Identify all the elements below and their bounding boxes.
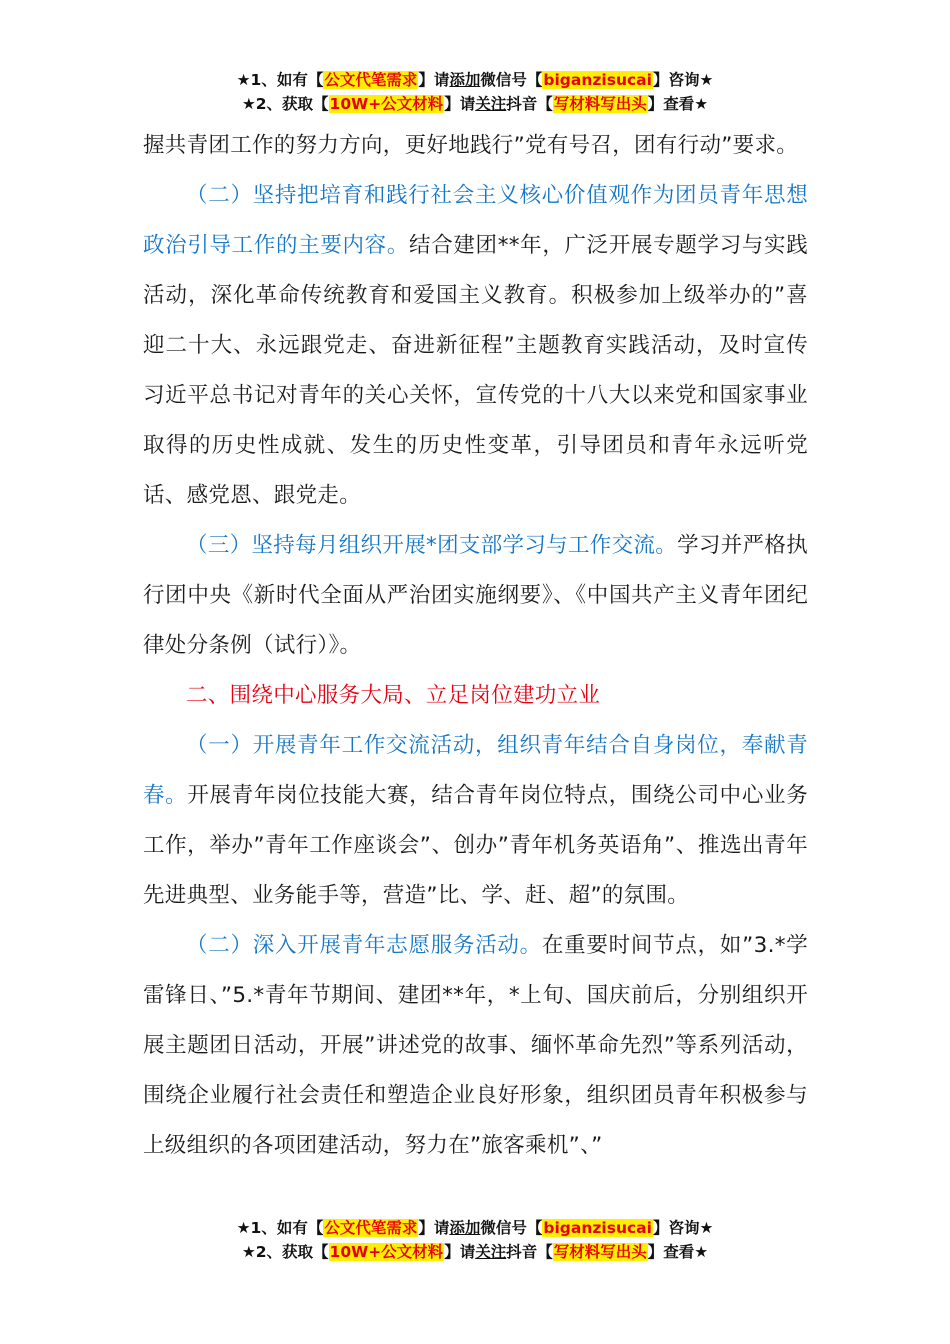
document-body [143,121,808,1171]
paragraph: （三）坚持每月组织开展*团支部学习与工作交流。学习并严格执行团中央《新时代全面从严治团实施纲要》、《中国共产主义青年团纪律处分条例（试行）》。 [143,533,808,658]
highlight-douyin-account: 写材料写出头 [553,95,647,113]
subheading: （二）坚持把培育和践行社会主义核心价值观作为团员青年思想政治引导工作的主要内容。 [143,183,808,258]
subheading: （一）开展青年工作交流活动，组织青年结合自身岗位，奉献青春。 [143,733,808,808]
highlight-materials: 10W+公文材料 [329,95,444,113]
highlight-wechat-id: biganzisucai [543,1219,652,1237]
highlight-materials: 10W+公文材料 [329,1243,444,1261]
paragraph: 握共青团工作的努力方向，更好地践行”党有号召，团有行动”要求。 [143,133,799,158]
header-promo-banner [0,68,950,116]
footer-promo-banner [0,1216,950,1264]
subheading: （三）坚持每月组织开展*团支部学习与工作交流。 [186,533,678,558]
promo-line-1: ★1、如有【公文代笔需求】请添加微信号【biganzisucai】咨询★ [236,1219,714,1237]
highlight-service: 公文代笔需求 [324,1219,418,1237]
promo-line-1: ★1、如有【公文代笔需求】请添加微信号【biganzisucai】咨询★ [236,71,714,89]
paragraph: （一）开展青年工作交流活动，组织青年结合自身岗位，奉献青春。开展青年岗位技能大赛，结合青年岗位特点，围绕公司中心业务工作，举办”青年工作座谈会”、创办”青年机务英语角”、推选出青年先进典型、业务能手等，营造”比、学、赶、超”的氛围。 [143,733,808,908]
paragraph: （二）坚持把培育和践行社会主义核心价值观作为团员青年思想政治引导工作的主要内容。结合建团**年，广泛开展专题学习与实践活动，深化革命传统教育和爱国主义教育。积极参加上级举办的”喜迎二十大、永远跟党走、奋进新征程”主题教育实践活动，及时宣传习近平总书记对青年的关心关怀，宣传党的十八大以来党和国家事业取得的历史性成就、发生的历史性变革，引导团员和青年永远听党话、感党恩、跟党走。 [143,183,808,508]
paragraph: （二）深入开展青年志愿服务活动。在重要时间节点，如”3.*学雷锋日、”5.*青年节期间、建团**年，*上旬、国庆前后，分别组织开展主题团日活动，开展”讲述党的故事、缅怀革命先烈”等系列活动，围绕企业履行社会责任和塑造企业良好形象，组织团员青年积极参与上级组织的各项团建活动，努力在”旅客乘机”、” [143,933,808,1158]
promo-line-2: ★2、获取【10W+公文材料】请关注抖音【写材料写出头】查看★ [241,1243,709,1261]
subheading: （二）深入开展青年志愿服务活动。 [186,933,542,958]
highlight-douyin-account: 写材料写出头 [553,1243,647,1261]
section-heading: 二、围绕中心服务大局、立足岗位建功立业 [186,683,601,708]
highlight-service: 公文代笔需求 [324,71,418,89]
highlight-wechat-id: biganzisucai [543,71,652,89]
promo-line-2: ★2、获取【10W+公文材料】请关注抖音【写材料写出头】查看★ [241,95,709,113]
